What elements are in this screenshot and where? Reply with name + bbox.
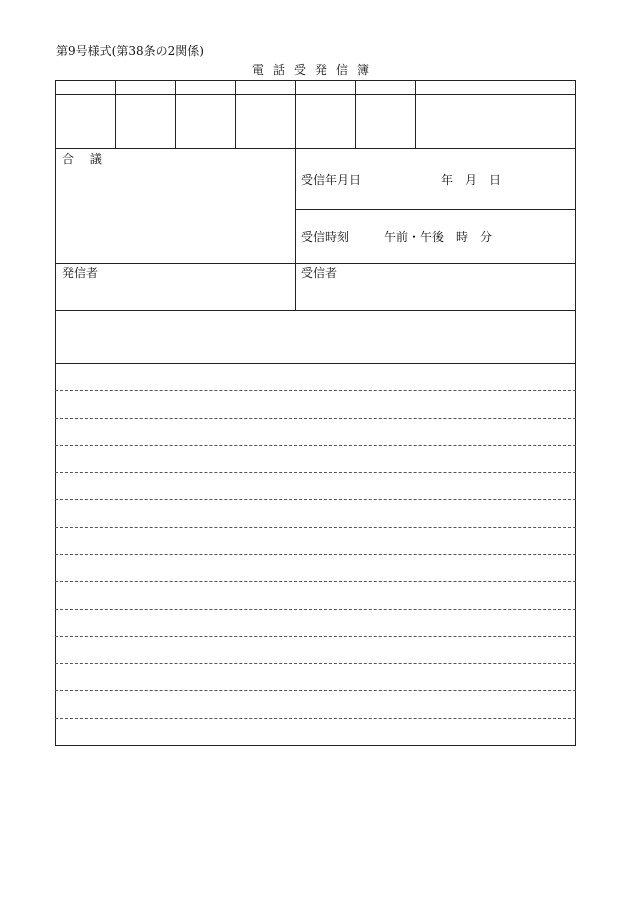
stamp-box-2[interactable] — [116, 95, 174, 147]
receive-date-units: 年 月 日 — [441, 173, 502, 187]
receive-time-label: 受信時刻 — [301, 230, 350, 244]
memo-line[interactable] — [56, 419, 575, 444]
receiver-label: 受信者 — [301, 266, 338, 280]
receive-date-field[interactable] — [370, 150, 574, 208]
receive-time-units: 午前・午後 時 分 — [384, 230, 493, 244]
memo-line[interactable] — [56, 582, 575, 607]
agenda-field[interactable] — [56, 168, 294, 262]
memo-divider — [55, 499, 576, 500]
form-number: 第9号様式(第38条の2関係) — [56, 44, 204, 58]
receive-date-label: 受信年月日 — [301, 173, 362, 187]
stamp-box-3[interactable] — [176, 95, 234, 147]
memo-divider — [55, 527, 576, 528]
memo-divider — [55, 609, 576, 610]
memo-divider — [55, 718, 576, 719]
memo-header-field[interactable] — [56, 311, 574, 362]
memo-line[interactable] — [56, 637, 575, 662]
memo-divider — [55, 554, 576, 555]
stamp-box-1[interactable] — [56, 95, 114, 147]
memo-divider — [55, 418, 576, 419]
stamp-box-4[interactable] — [236, 95, 294, 147]
memo-divider — [55, 445, 576, 446]
form-title: 電話受発信簿 — [252, 63, 379, 77]
memo-line[interactable] — [56, 364, 575, 389]
memo-line[interactable] — [56, 473, 575, 498]
memo-line[interactable] — [56, 528, 575, 553]
memo-line[interactable] — [56, 500, 575, 525]
memo-divider — [55, 581, 576, 582]
memo-divider — [55, 690, 576, 691]
receiver-field[interactable] — [296, 282, 574, 309]
stamp-box-5[interactable] — [296, 95, 354, 147]
memo-line[interactable] — [56, 391, 575, 416]
receive-time-field[interactable] — [380, 211, 574, 262]
memo-divider — [55, 472, 576, 473]
stamp-box-7[interactable] — [416, 95, 574, 147]
memo-divider — [55, 636, 576, 637]
memo-divider — [55, 663, 576, 664]
memo-line[interactable] — [56, 610, 575, 635]
caller-field[interactable] — [56, 282, 294, 309]
caller-label: 発信者 — [62, 266, 99, 280]
memo-line[interactable] — [56, 446, 575, 471]
agenda-label: 合 議 — [62, 152, 108, 166]
memo-line[interactable] — [56, 664, 575, 689]
memo-line[interactable] — [56, 691, 575, 716]
memo-line[interactable] — [56, 719, 575, 744]
memo-divider — [55, 390, 576, 391]
stamp-box-6[interactable] — [356, 95, 414, 147]
memo-line[interactable] — [56, 555, 575, 580]
